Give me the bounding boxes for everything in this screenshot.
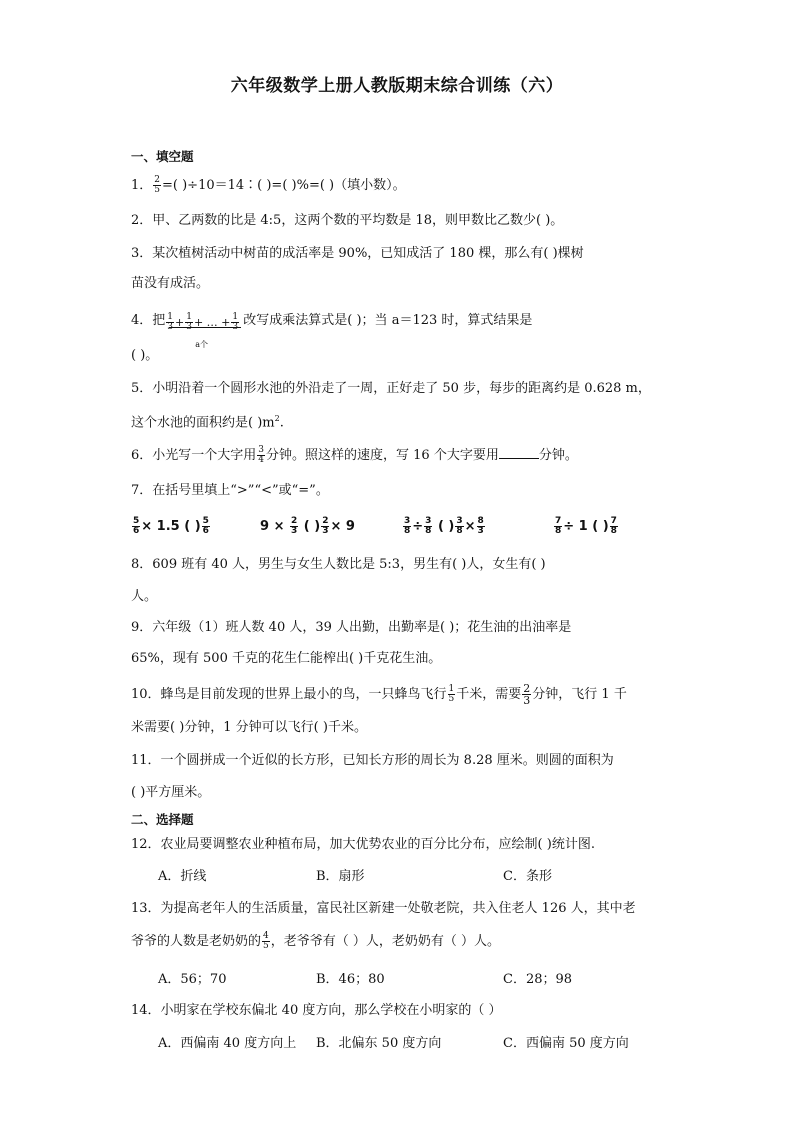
compare-item-4: $\frac{7}{8}$ ÷ 1 ( ) $\frac{7}{8}$ <box>555 516 617 536</box>
compare-item-1: $\frac{5}{6}$ × 1.5 ( ) $\frac{5}{6}$ <box>133 516 209 536</box>
compare-item-2: 9 × $\frac{2}{3}$ ( ) $\frac{2}{3}$ × 9 <box>260 516 355 536</box>
question-11-line-2: ( )平方厘米。 <box>131 785 211 800</box>
option-c[interactable]: C．西偏南 50 度方向 <box>503 1036 629 1051</box>
question-8-line-2: 人。 <box>131 589 158 604</box>
question-10: 10．蜂鸟是目前发现的世界上最小的鸟，一只蜂鸟飞行 $\frac{1}{5}$ 千米，需要 $\frac{2}{3}$ 分钟，飞行 1 千 <box>131 682 627 707</box>
question-8-line-1: 8．609 班有 40 人，男生与女生人数比是 5:3，男生有( )人，女生有( ) <box>131 557 546 572</box>
question-10-line-2: 米需要( )分钟，1 分钟可以飞行( )千米。 <box>131 720 367 735</box>
question-9-line-2: 65%，现有 500 千克的花生仁能榨出( )千克花生油。 <box>131 651 442 666</box>
option-b[interactable]: B．北偏东 50 度方向 <box>316 1036 442 1051</box>
question-2: 2．甲、乙两数的比是 4:5，这两个数的平均数是 18，则甲数比乙数少( )。 <box>131 213 564 228</box>
option-b[interactable]: B．扇形 <box>316 869 365 884</box>
section-fill-blank: 一、填空题 <box>131 149 194 164</box>
question-11-line-1: 11．一个圆拼成一个近似的长方形，已知长方形的周长为 8.28 厘米。则圆的面积为 <box>131 753 614 768</box>
question-13-line-1: 13．为提高老年人的生活质量，富民社区新建一处敬老院，共入住老人 126 人，其中老 <box>131 901 636 916</box>
question-12: 12．农业局要调整农业种植布局，加大优势农业的百分比分布，应绘制( )统计图. <box>131 837 595 852</box>
question-1: 1． $\frac{2}{5}$ =( )÷10＝14∶( )=( )%=( )（填小数）。 <box>131 175 406 195</box>
repeated-sum-expression: $\frac{1}{3}$ + $\frac{1}{3}$ + … + $\frac{1}{3}$ a个 <box>165 306 243 336</box>
question-5-line-1: 5．小明沿着一个圆形水池的外沿走了一周，正好走了 50 步，每步的距离约是 0.628 m， <box>131 381 651 396</box>
question-9-line-1: 9．六年级（1）班人数 40 人，39 人出勤，出勤率是( )；花生油的出油率是 <box>131 620 572 635</box>
question-4: 4．把 $\frac{1}{3}$ + $\frac{1}{3}$ + … + $\frac{1}{3}$ a个 改写成乘法算式是( )；当 a＝123 时，算式结果是 <box>131 304 532 338</box>
option-a[interactable]: A．折线 <box>158 869 207 884</box>
compare-item-3: $\frac{3}{8}$ ÷ $\frac{3}{8}$ ( ) $\frac{3}{8}$ × $\frac{8}{3}$ <box>404 516 484 536</box>
section-multiple-choice: 二、选择题 <box>131 812 194 827</box>
question-6: 6．小光写一个大字用 $\frac{3}{4}$ 分钟。照这样的速度，写 16 个大字要用 分钟。 <box>131 445 578 465</box>
question-14: 14．小明家在学校东偏北 40 度方向，那么学校在小明家的（ ） <box>131 1003 502 1018</box>
question-3-line-1: 3．某次植树活动中树苗的成活率是 90%，已知成活了 180 棵，那么有( )棵树 <box>131 246 584 261</box>
option-a[interactable]: A．西偏南 40 度方向上 <box>158 1036 297 1051</box>
question-3-line-2: 苗没有成活。 <box>131 276 210 291</box>
question-4-line-2: ( )。 <box>131 348 159 363</box>
question-13-line-2: 爷爷的人数是老奶奶的 $\frac{4}{5}$ ，老爷爷有（ ）人，老奶奶有（ ）人。 <box>131 931 501 951</box>
fraction: $\frac{3}{4}$ <box>258 445 265 465</box>
question-5-line-2: 这个水池的面积约是( )$m^2$. <box>131 414 284 431</box>
question-7: 7．在括号里填上“>”“<”或“=”。 <box>131 483 329 498</box>
option-c[interactable]: C．28；98 <box>503 972 573 987</box>
option-a[interactable]: A．56；70 <box>158 972 227 987</box>
option-b[interactable]: B．46；80 <box>316 972 385 987</box>
answer-blank[interactable] <box>499 446 539 459</box>
fraction: $\frac{2}{5}$ <box>154 175 161 195</box>
page-title: 六年级数学上册人教版期末综合训练（六） <box>230 76 564 96</box>
option-c[interactable]: C．条形 <box>503 869 552 884</box>
